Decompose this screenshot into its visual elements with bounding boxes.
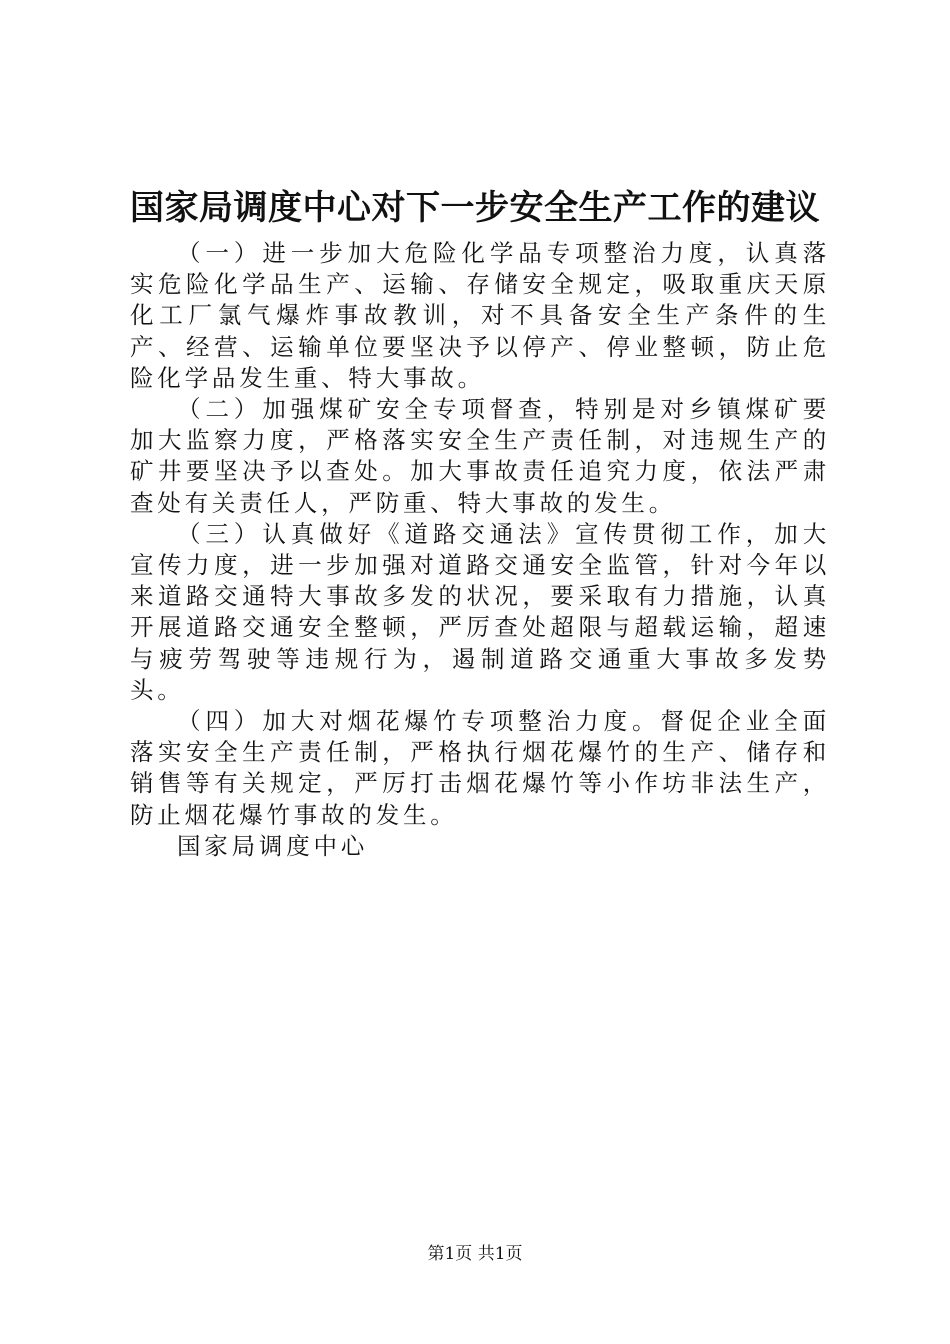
paragraph-3: （三）认真做好《道路交通法》宣传贯彻工作，加大宣传力度，进一步加强对道路交通安全监管，针对今年以来道路交通特大事故多发的状况，要采取有力措施，认真开展道路交通安全整顿，严厉查处超限与超载运输，超速与疲劳驾驶等违规行为，遏制道路交通重大事故多发势头。 (130, 519, 830, 704)
paragraph-4: （四）加大对烟花爆竹专项整治力度。督促企业全面落实安全生产责任制，严格执行烟花爆竹的生产、储存和销售等有关规定，严厉打击烟花爆竹等小作坊非法生产，防止烟花爆竹事故的发生。 (130, 707, 830, 829)
document-title: 国家局调度中心对下一步安全生产工作的建议 (130, 188, 820, 228)
page-footer: 第1页 共1页 (427, 1244, 523, 1264)
paragraph-1: （一）进一步加大危险化学品专项整治力度，认真落实危险化学品生产、运输、存储安全规定，吸取重庆天原化工厂氯气爆炸事故教训，对不具备安全生产条件的生产、经营、运输单位要坚决予以停产、停业整顿，防止危险化学品发生重、特大事故。 (130, 239, 830, 392)
signature: 国家局调度中心 (177, 831, 369, 860)
document-body (130, 238, 830, 862)
paragraph-2: （二）加强煤矿安全专项督查，特别是对乡镇煤矿要加大监察力度，严格落实安全生产责任制，对违规生产的矿井要坚决予以查处。加大事故责任追究力度，依法严肃查处有关责任人，严防重、特大事故的发生。 (130, 395, 830, 517)
